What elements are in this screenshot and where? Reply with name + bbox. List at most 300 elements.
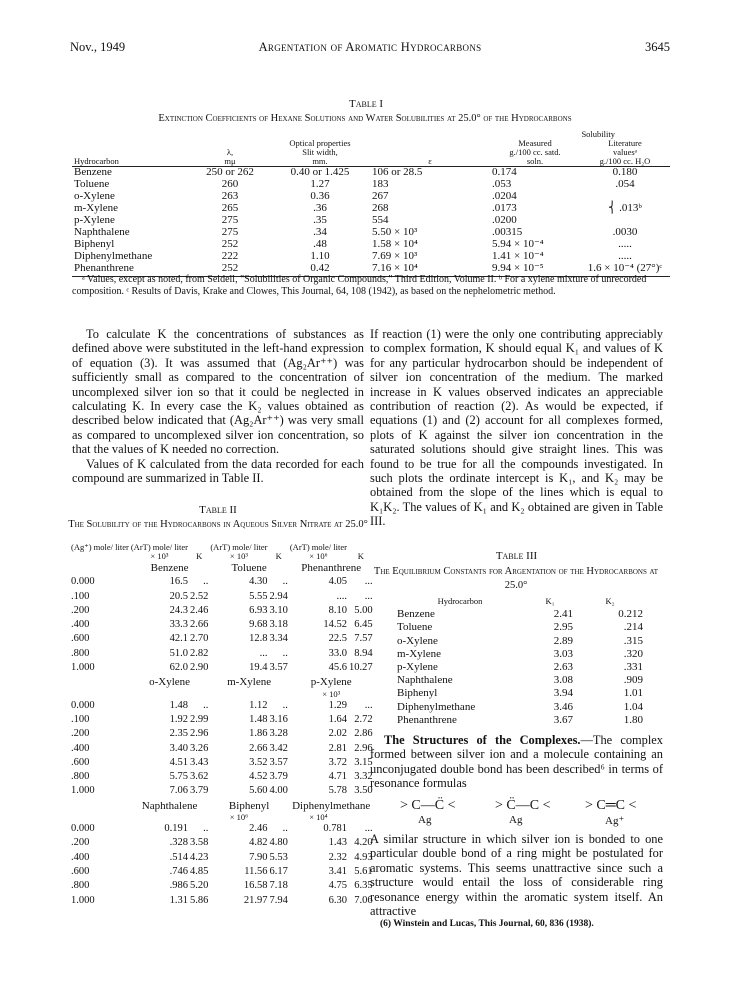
table-row — [72, 190, 670, 202]
table-row — [395, 661, 645, 674]
table-row — [70, 784, 374, 798]
table-cell: 2.63 — [553, 661, 573, 674]
table-cell: 2.99 — [189, 713, 209, 725]
table-cell: 9.68 — [249, 619, 268, 631]
table-cell: 3.18 — [269, 619, 288, 631]
table-cell: 20.5 — [169, 590, 188, 602]
table-cell: 5.53 — [269, 851, 288, 863]
table-cell: Benzene — [74, 166, 112, 178]
table-cell: ⎨ .013ᵇ — [608, 202, 642, 214]
table-cell: .... — [336, 590, 347, 602]
table-cell: .0030 — [612, 226, 638, 238]
table-row — [395, 621, 645, 634]
table-header-cell: Diphenylmethane — [292, 799, 371, 812]
table-cell: 1.12 — [249, 699, 268, 711]
table-cell: 1.64 — [328, 713, 347, 725]
structures-continuation — [370, 832, 663, 918]
table-cell: 2.52 — [189, 590, 209, 602]
table-row — [395, 714, 645, 727]
table-cell: 1.000 — [71, 662, 95, 674]
table-cell: 3.57 — [269, 756, 288, 768]
table1-label: Table I — [348, 98, 384, 110]
table-cell: m-Xylene — [397, 647, 441, 660]
table-cell: 2.96 — [189, 728, 209, 740]
table-cell: 0.191 — [164, 823, 188, 835]
table-cell: 2.81 — [328, 742, 347, 754]
table-header-cell: o-Xylene — [149, 676, 191, 689]
table-header-cell: Biphenyl — [228, 799, 270, 812]
table-cell: 554 — [372, 214, 389, 226]
table-cell: 4.75 — [328, 880, 347, 892]
table-cell: 4.00 — [269, 785, 288, 797]
table-cell: 22.5 — [328, 633, 347, 645]
table-cell: 252 — [221, 238, 239, 250]
t1-head-hydrocarbon: Hydrocarbon — [74, 156, 119, 166]
table-cell: o-Xylene — [74, 190, 115, 202]
table-cell: ... — [364, 576, 373, 588]
table-cell: 1.000 — [71, 894, 95, 906]
table-cell: .600 — [71, 756, 90, 768]
table-cell: .400 — [71, 619, 90, 631]
table-cell: .. — [282, 576, 288, 588]
left-paragraph-2: Values of K calculated from the data recorded for each compound are summarized in Table II. — [72, 456, 364, 486]
table-cell: 11.56 — [244, 865, 268, 877]
table-cell: 2.96 — [354, 742, 373, 754]
table-header-cell: (ArT) mole/ liter — [289, 542, 347, 552]
table-cell: 0.40 or 1.425 — [290, 166, 350, 178]
table1 — [72, 130, 670, 277]
table3 — [395, 595, 645, 727]
table-row — [70, 713, 374, 727]
table-cell: .. — [282, 647, 288, 659]
table-cell: .909 — [623, 674, 643, 687]
table-cell: 0.42 — [310, 262, 330, 274]
right-paragraph-1: If reaction (1) were the only one contributing appreciably to complex formation, K should equal K₁ and values of K for any particular hydrocarbon should be independent of silver ion concentration of the medium. The marked increase in K values observed indicates an appreciable contribution of reaction (2). As would be expected, if equations (1) and (2) account for all complexes formed, plots of K against the silver ion concentration in the saturated solutions should give straight lines. This was found to be true for all the compounds investigated. In such plots the ordinate intercept is K₁, and K₂ may be obtained from the slope of the lines which is equal to K₁K₂. The values of K₁ and K₂ obtained are given in Table III. — [370, 327, 663, 529]
table-row — [70, 590, 374, 604]
table-cell: 2.70 — [189, 633, 209, 645]
table-cell: .. — [282, 823, 288, 835]
table-cell: .800 — [71, 880, 90, 892]
table-cell: 2.41 — [553, 608, 573, 621]
table-header-cell — [268, 813, 288, 822]
left-body-text — [72, 327, 364, 485]
table-cell: 4.51 — [169, 756, 188, 768]
table-cell: 5.55 — [249, 590, 268, 602]
table-header-row — [70, 675, 374, 689]
table-cell: 3.58 — [189, 837, 209, 849]
table-cell: 3.79 — [189, 785, 209, 797]
table-cell: .00315 — [492, 226, 523, 238]
table-cell: 2.66 — [249, 742, 268, 754]
table-cell: 2.95 — [553, 621, 573, 634]
table-cell: .36 — [313, 202, 327, 214]
table1-solubility-head: Solubility — [581, 129, 615, 139]
table-cell: 21.97 — [243, 894, 268, 906]
table-cell: .. — [282, 699, 288, 711]
table-cell: 12.8 — [249, 633, 268, 645]
table-header-cell — [209, 690, 268, 699]
table-cell: Diphenylmethane — [74, 250, 153, 262]
table3-grid — [395, 595, 645, 727]
table-cell: 2.89 — [553, 634, 573, 647]
table-cell: 0.000 — [71, 576, 95, 588]
table-row — [70, 879, 374, 893]
table-header-cell: m-Xylene — [227, 676, 272, 689]
table-cell: 16.5 — [169, 576, 188, 588]
table-cell: 3.32 — [354, 771, 373, 783]
table-cell: ... — [364, 823, 373, 835]
table-header-cell — [130, 690, 189, 699]
table-row — [70, 604, 374, 618]
table-cell: .746 — [169, 865, 188, 877]
table-cell: 14.52 — [323, 619, 347, 631]
table-cell: 0.180 — [612, 166, 638, 178]
table-cell: 3.03 — [553, 647, 573, 660]
table-cell: 33.3 — [169, 619, 188, 631]
structures-paragraph-2: A similar structure in which silver ion is bonded to one particular double bond of a ring might be postulated for aromatic systems. This seems unattractive since such a structure would entail the loss of considerable ring resonance energy within the aromatic system itself. An attractive — [370, 832, 663, 919]
table-header-cell: (ArT) mole/ liter — [130, 542, 188, 552]
table-cell: 3.46 — [553, 700, 573, 713]
table-header-cell: (ArT) mole/ liter — [210, 542, 268, 552]
table-cell: 7.18 — [269, 880, 288, 892]
table-cell: 6.30 — [328, 894, 347, 906]
table-cell: 1.41 × 10⁻⁴ — [492, 250, 544, 262]
table-row — [70, 770, 374, 784]
table-cell: .331 — [623, 661, 643, 674]
table-cell: 8.94 — [354, 647, 373, 659]
table-header-cell — [70, 813, 130, 822]
table-cell: 4.80 — [269, 837, 288, 849]
table-header-cell: (Ag⁺) mole/ liter — [71, 542, 129, 552]
table-row — [72, 250, 670, 262]
table-header-cell: Hydrocarbon — [437, 596, 483, 606]
table-cell: 1.10 — [310, 250, 330, 262]
header-title: Argentation of Aromatic Hydrocarbons — [258, 40, 482, 54]
table-cell: 2.82 — [189, 647, 209, 659]
table-row — [70, 742, 374, 756]
table-header-row — [70, 561, 374, 575]
table-row — [70, 575, 374, 589]
table-cell: 4.30 — [249, 576, 268, 588]
table-cell: 3.42 — [269, 742, 288, 754]
table-header-cell: × 10³ — [150, 551, 169, 561]
table-cell: Biphenyl — [74, 238, 115, 250]
table-header-cell: × 10⁶ — [309, 551, 328, 561]
table-header-cell: p-Xylene — [310, 676, 352, 689]
table-row — [72, 214, 670, 226]
table-cell: 1.48 — [169, 699, 188, 711]
table-cell: 263 — [221, 190, 239, 202]
table-cell: 1.86 — [249, 728, 268, 740]
table-header-cell — [130, 813, 189, 822]
table2 — [70, 542, 373, 908]
table-header-cell: × 10⁴ — [309, 812, 328, 823]
t1-head-epsilon: ε — [428, 156, 432, 166]
table-row — [70, 647, 374, 661]
table-cell: 3.50 — [354, 785, 373, 797]
table-cell: 3.57 — [269, 662, 288, 674]
formula-3: > C═C < Ag⁺ — [585, 798, 637, 827]
table-cell: 4.52 — [249, 771, 268, 783]
table-cell: 4.71 — [328, 771, 347, 783]
table-cell: .200 — [71, 837, 90, 849]
table-row — [72, 202, 670, 214]
table-cell: .0200 — [492, 214, 517, 226]
table-row — [70, 727, 374, 741]
table-cell: 33.0 — [328, 647, 347, 659]
table-cell: .800 — [71, 771, 90, 783]
table-cell: 275 — [221, 214, 239, 226]
t1-head-lambda: λ, mμ — [224, 147, 236, 166]
table-cell: 8.10 — [328, 604, 347, 616]
table-header-cell: K — [357, 551, 364, 561]
table-row — [72, 262, 670, 274]
table-cell: 2.02 — [328, 728, 347, 740]
table-header-cell: × 10³ — [322, 688, 341, 699]
table-cell: 1.48 — [249, 713, 268, 725]
page-number: 3645 — [645, 40, 670, 54]
table-row — [70, 851, 374, 865]
table-cell: .. — [203, 576, 209, 588]
table-cell: .100 — [71, 713, 90, 725]
table-cell: 7.69 × 10³ — [372, 250, 418, 262]
table-cell: Toluene — [397, 621, 433, 634]
table-row — [395, 648, 645, 661]
table-cell: .800 — [71, 647, 90, 659]
table-cell: .48 — [313, 238, 327, 250]
table-cell: .. — [203, 699, 209, 711]
table-row — [70, 836, 374, 850]
structures-heading: The Structures of the Complexes. — [384, 733, 581, 747]
table-header-cell: × 10³ — [229, 551, 248, 561]
table-cell: 9.94 × 10⁻⁵ — [492, 262, 544, 274]
footnote-6: (6) Winstein and Lucas, This Journal, 60, 836 (1938). — [380, 919, 594, 929]
table-cell: .0204 — [492, 190, 517, 202]
table-header-cell — [268, 690, 288, 699]
table-cell: 3.79 — [269, 771, 288, 783]
table-cell: 3.40 — [169, 742, 188, 754]
table-cell: 1.04 — [623, 700, 643, 713]
table-header-cell — [70, 561, 130, 575]
table-cell: 7.90 — [249, 851, 268, 863]
table-cell: 5.60 — [249, 785, 268, 797]
table-cell: ..... — [618, 238, 632, 250]
table-row — [395, 635, 645, 648]
table-cell: 2.46 — [249, 823, 268, 835]
table-cell: 1.92 — [169, 713, 188, 725]
table-cell: .320 — [623, 647, 643, 660]
table-header-cell: Toluene — [231, 562, 267, 574]
table-header-cell — [70, 799, 130, 813]
table-cell: 1.27 — [310, 178, 330, 190]
table-header-cell: K₂ — [605, 596, 615, 606]
table-cell: ... — [259, 647, 268, 659]
table-header-row — [70, 799, 374, 813]
table-cell: 3.08 — [553, 674, 573, 687]
table1-grid — [72, 139, 670, 274]
table-header-row — [395, 595, 645, 608]
table-cell: 4.82 — [249, 837, 268, 849]
table-cell: .600 — [71, 633, 90, 645]
table-cell: 2.94 — [269, 590, 288, 602]
table-cell: 24.3 — [169, 604, 188, 616]
formula-1: > C—C̈ < Ag — [400, 798, 456, 826]
table-header-cell: × 10⁶ — [229, 812, 249, 823]
table-cell: 3.41 — [328, 865, 347, 877]
table-cell: p-Xylene — [74, 214, 115, 226]
header-date: Nov., 1949 — [70, 40, 126, 54]
table-header-cell — [70, 690, 130, 699]
table-cell: 2.46 — [189, 604, 209, 616]
table-cell: .600 — [71, 865, 90, 877]
table-cell: .053 — [492, 178, 512, 190]
table-cell: 7.06 — [354, 894, 373, 906]
table-cell: 6.93 — [249, 604, 268, 616]
table-cell: 7.16 × 10⁴ — [372, 262, 418, 274]
structures-paragraph — [370, 733, 663, 791]
table-cell: 6.45 — [354, 619, 373, 631]
table-cell: 250 or 262 — [206, 166, 254, 178]
table-cell: 1.29 — [328, 699, 347, 711]
table-cell: 3.94 — [553, 687, 573, 700]
table-cell: 2.72 — [354, 713, 373, 725]
table-cell: 42.1 — [169, 633, 188, 645]
table-cell: 3.10 — [269, 604, 288, 616]
table-cell — [580, 190, 670, 202]
table-cell: Diphenylmethane — [397, 700, 476, 713]
table2-caption: The Solubility of the Hydrocarbons in Aqueous Silver Nitrate at 25.0° — [68, 519, 368, 530]
table-cell: 16.58 — [243, 880, 268, 892]
table-cell: 19.4 — [249, 662, 268, 674]
table-cell: 183 — [372, 178, 389, 190]
table-cell: Naphthalene — [74, 226, 130, 238]
table-cell: 7.06 — [169, 785, 188, 797]
table-cell: 1.43 — [328, 837, 347, 849]
table-cell: .986 — [169, 880, 188, 892]
table-cell: 265 — [221, 202, 239, 214]
table-cell: o-Xylene — [397, 634, 438, 647]
table-row — [70, 894, 374, 908]
table-cell: 3.15 — [354, 756, 373, 768]
table-cell: 5.78 — [328, 785, 347, 797]
table-cell: 7.94 — [269, 894, 288, 906]
table-row — [70, 632, 374, 646]
table-header-cell — [70, 675, 130, 689]
table-cell: 6.17 — [269, 865, 288, 877]
table-cell: 3.16 — [269, 713, 288, 725]
table-cell: 3.26 — [189, 742, 209, 754]
table-cell: 1.58 × 10⁴ — [372, 238, 418, 250]
table-cell: 3.43 — [189, 756, 209, 768]
table-cell: 222 — [221, 250, 239, 262]
table-cell: .200 — [71, 728, 90, 740]
table-cell: ... — [364, 590, 373, 602]
table-header-row — [70, 690, 374, 699]
table-row — [70, 756, 374, 770]
table-row — [72, 166, 670, 178]
table-cell: 5.50 × 10³ — [372, 226, 418, 238]
table-cell: 1.000 — [71, 785, 95, 797]
table3-label: Table III — [495, 550, 538, 562]
table-header-cell: K — [275, 551, 282, 561]
table-cell: 5.00 — [354, 604, 373, 616]
table1-caption: Extinction Coefficients of Hexane Solutions and Water Solubilities at 25.0° of the Hydrocarbons — [158, 113, 572, 124]
table-cell: 268 — [372, 202, 389, 214]
table-header-row — [70, 543, 374, 552]
table-cell: 1.6 × 10⁻⁴ (27°)ᶜ — [587, 262, 663, 274]
t1-head-measured: Measured g./100 cc. satd. soln. — [509, 138, 561, 166]
table-cell: 4.23 — [189, 851, 209, 863]
t1-head-slit: Optical properties Slit width, mm. — [289, 138, 351, 166]
table1-head-rule — [72, 166, 670, 167]
table-row — [70, 865, 374, 879]
left-paragraph-1: To calculate K the concentrations of substances as defined above were substituted in the left-hand expression of equation (3). It was assumed that (Ag₂Ar⁺⁺) was sufficiently small as compared to the concentration of uncomplexed silver ion so that it could be neglected in calculating K. In every case the K₂ values obtained as described below indicated that (Ag₂Ar⁺⁺) was very small as compared to uncomplexed silver ion concentration, so that the values of K needed no correction. — [72, 327, 364, 457]
table-cell: 7.57 — [354, 633, 373, 645]
table-row — [395, 701, 645, 714]
table-cell: .34 — [313, 226, 327, 238]
table-cell: .400 — [71, 851, 90, 863]
table-row — [395, 674, 645, 687]
table-cell: 10.27 — [348, 662, 373, 674]
table-row — [395, 608, 645, 621]
table-cell: 5.75 — [169, 771, 188, 783]
table-cell: m-Xylene — [74, 202, 118, 214]
table-cell: 51.0 — [169, 647, 188, 659]
table-header-row — [70, 813, 374, 822]
table-header-cell: Phenanthrene — [301, 562, 362, 574]
table-row — [70, 661, 374, 675]
table-cell: p-Xylene — [397, 661, 438, 674]
table-cell: 0.000 — [71, 699, 95, 711]
table-cell: 4.93 — [354, 851, 373, 863]
table-cell: 3.67 — [553, 713, 573, 726]
table-cell: 6.35 — [354, 880, 373, 892]
table-cell: 4.05 — [328, 576, 347, 588]
table-cell: 3.72 — [328, 756, 347, 768]
table-cell: .328 — [169, 837, 188, 849]
table-cell: 4.85 — [189, 865, 209, 877]
table-header-cell: Naphthalene — [141, 799, 198, 812]
table1-footnote: ᵃ Values, except as noted, from Seidell, "Solubilities of Organic Compounds," Third Edition, Volume II. ᵇ For a xylene mixture of unrecorded composition. ᶜ Results of Davis, Krake and Clowes, This Journal, 64, 108 (1942), as based on the nephelometric method. — [72, 274, 647, 297]
table-cell: 3.34 — [269, 633, 288, 645]
table-cell: .35 — [313, 214, 327, 226]
table-cell: .514 — [169, 851, 188, 863]
table-cell: 62.0 — [169, 662, 188, 674]
table-row — [395, 687, 645, 700]
table-cell: 5.86 — [189, 894, 209, 906]
table-cell: 45.6 — [328, 662, 347, 674]
table-cell: 5.94 × 10⁻⁴ — [492, 238, 544, 250]
table-cell: 275 — [221, 226, 239, 238]
right-body-text — [370, 327, 663, 529]
table-header-cell — [70, 552, 130, 561]
table-cell: .100 — [71, 590, 90, 602]
structures-text: —The complex formed between silver ion and a molecule containing an unconjugated double bond has been described⁶ in terms of resonance formulas — [370, 733, 663, 791]
table-header-cell: K — [196, 551, 203, 561]
table-row — [72, 238, 670, 250]
table-cell: ..... — [618, 250, 632, 262]
table-cell: 252 — [221, 262, 239, 274]
table-cell: .400 — [71, 742, 90, 754]
table-cell: 5.20 — [189, 880, 209, 892]
table-cell: 260 — [221, 178, 239, 190]
table-cell: 1.80 — [623, 713, 643, 726]
table-cell: Toluene — [74, 178, 110, 190]
table-cell: 1.01 — [623, 687, 643, 700]
table2-grid — [70, 543, 374, 908]
t1-head-literature: Literature valuesᵃ g./100 cc. H₂O — [599, 138, 651, 166]
table-header-row — [70, 552, 374, 561]
